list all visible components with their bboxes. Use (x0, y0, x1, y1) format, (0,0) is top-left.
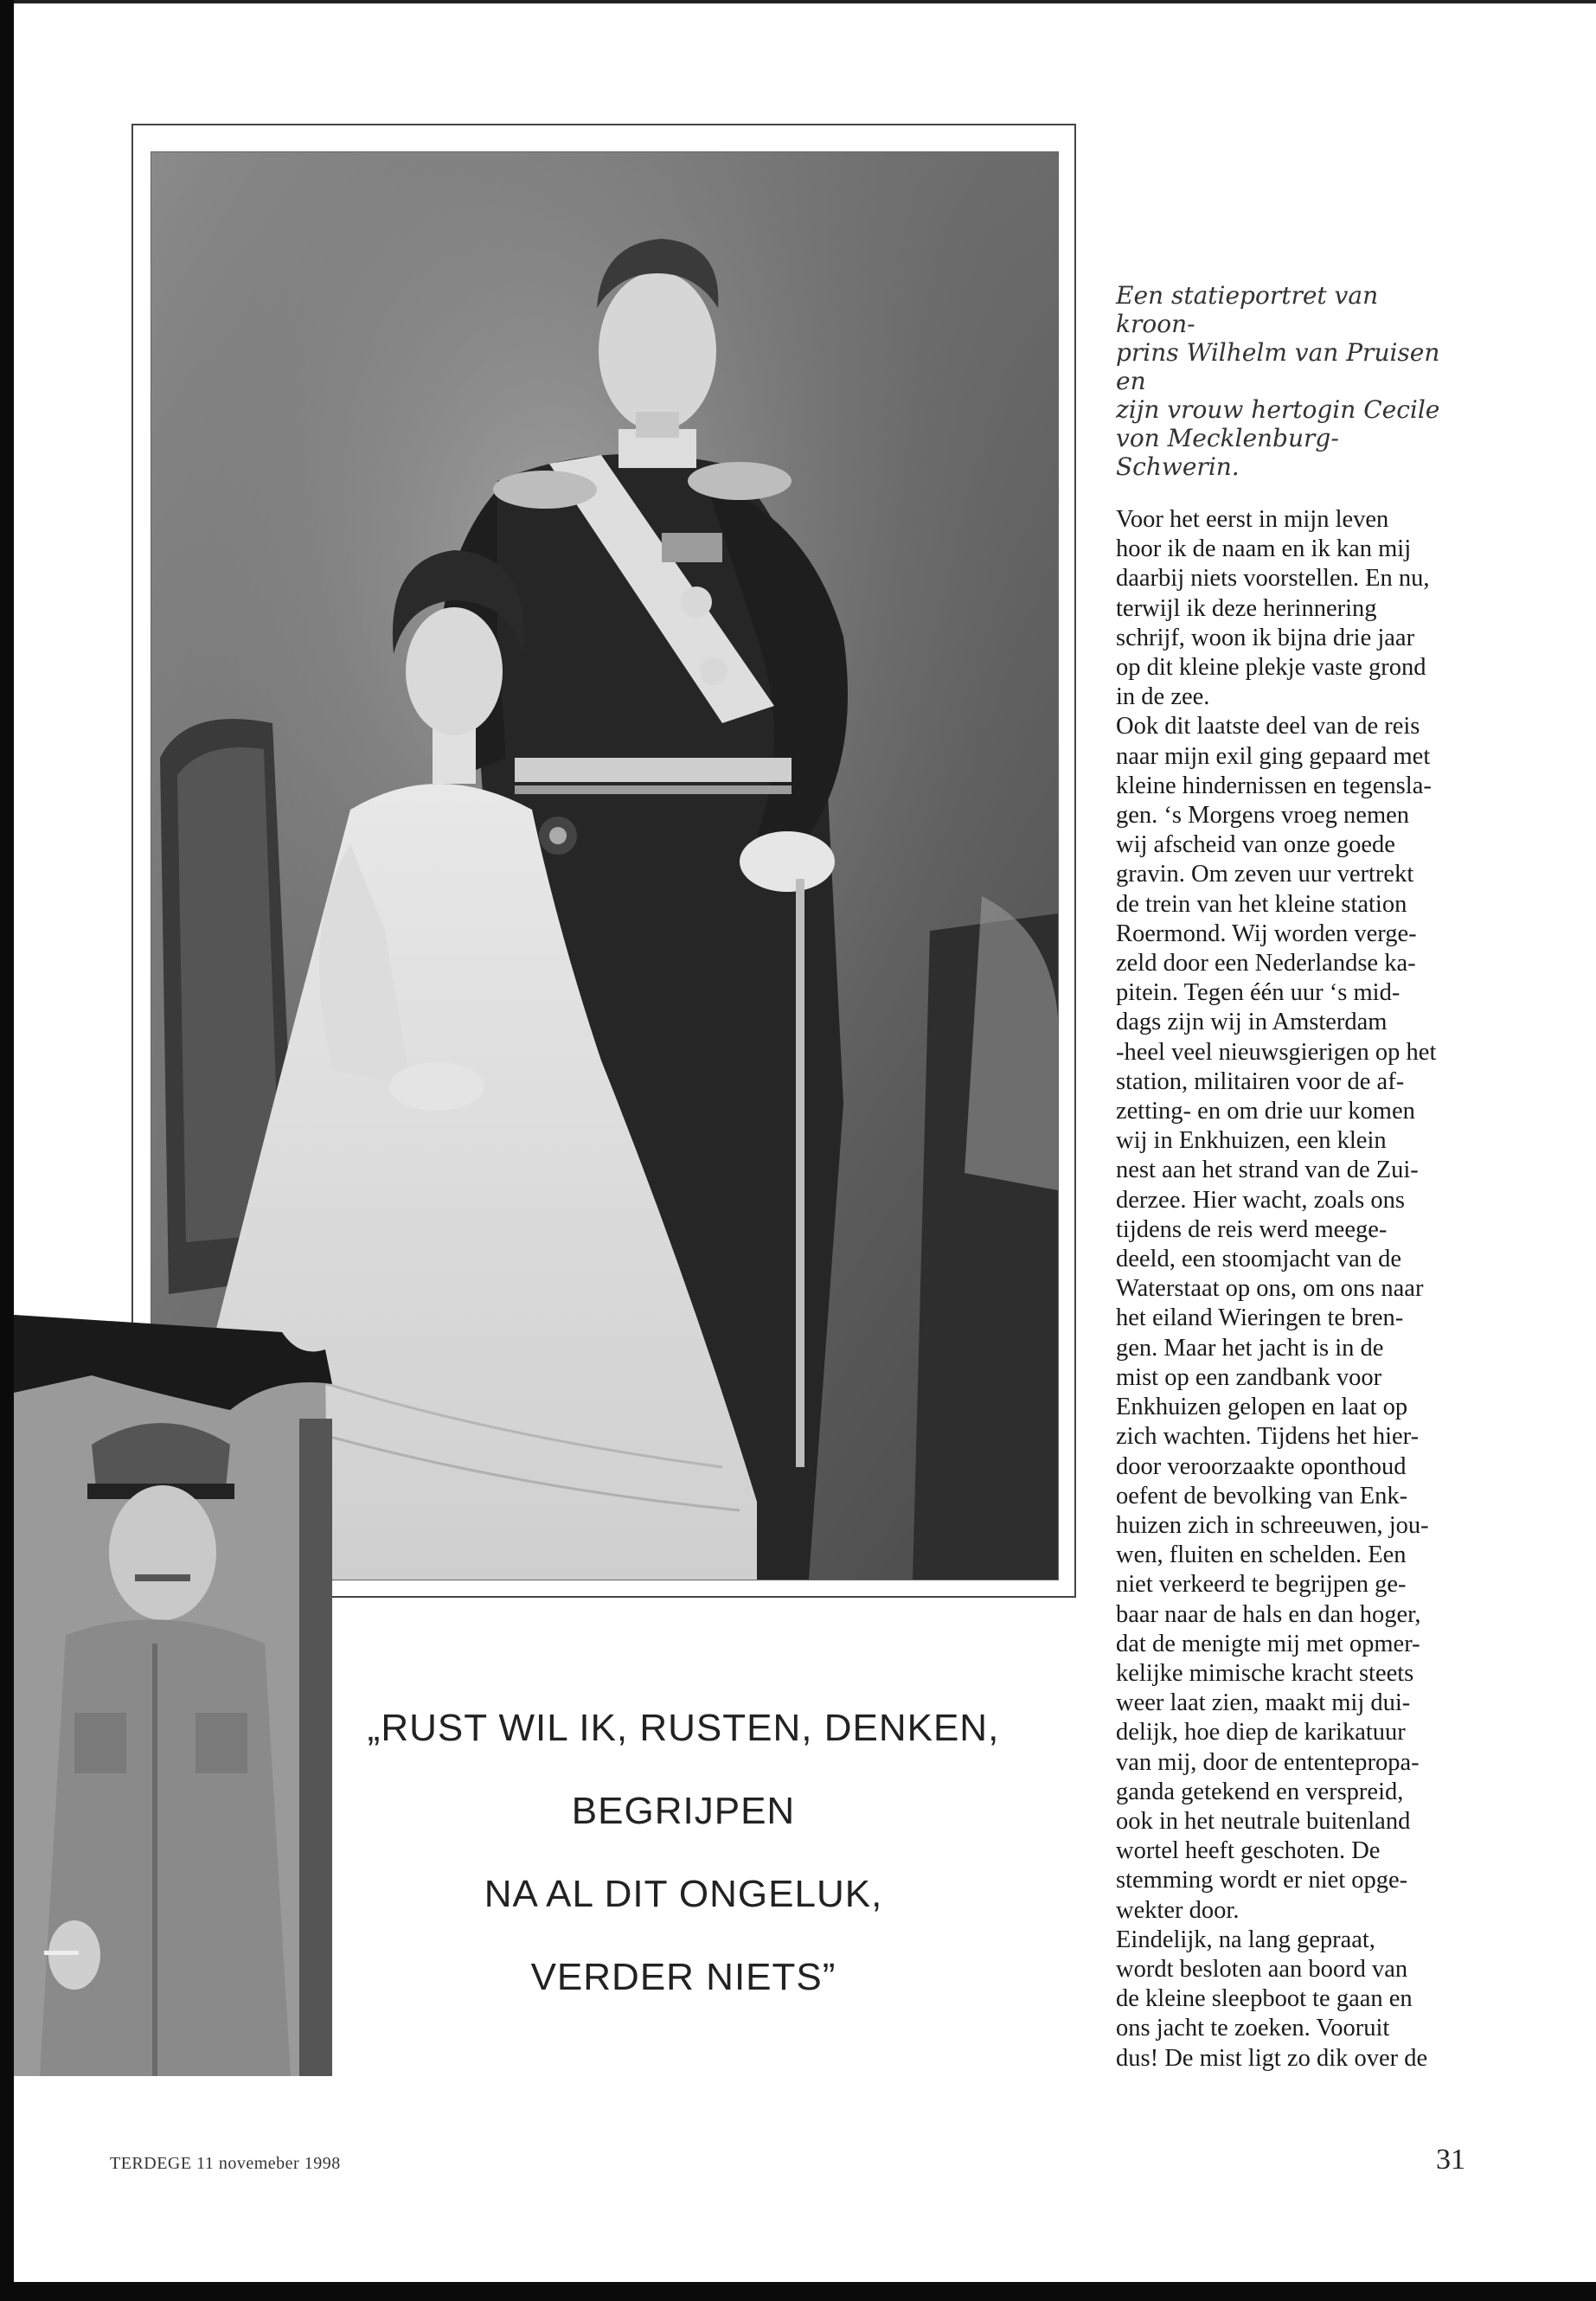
article-line: dat de menigte mij met opmer- (1116, 1630, 1420, 1657)
page-number: 31 (1436, 2144, 1465, 2176)
article-line: daarbij niets voorstellen. En nu, (1116, 565, 1430, 593)
article-line: wen, fluiten en schelden. Een (1116, 1541, 1407, 1569)
article-line: -heel veel nieuwsgierigen op het (1116, 1038, 1437, 1066)
article-line: wortel heeft geschoten. De (1116, 1837, 1381, 1865)
caption-line: Een statieportret van kroon- (1116, 281, 1379, 338)
article-line: ons jacht te zoeken. Vooruit (1116, 2015, 1390, 2042)
article-line: schrijf, woon ik bijna drie jaar (1116, 624, 1415, 651)
pull-quote-line: BEGRIJPEN (571, 1790, 796, 1832)
page-edge-bottom (0, 2282, 1596, 2301)
article-line: gen. ‘s Morgens vroeg nemen (1116, 802, 1410, 830)
article-line: Ook dit laatste deel van de reis (1116, 713, 1420, 740)
article-line: oefent de bevolking van Enk- (1116, 1482, 1408, 1509)
article-line: hoor ik de naam en ik kan mij (1116, 535, 1412, 563)
article-line: op dit kleine plekje vaste grond (1116, 654, 1426, 682)
article-line: de trein van het kleine station (1116, 890, 1407, 918)
article-line: weer laat zien, maakt mij dui- (1116, 1689, 1411, 1717)
page-edge-left (0, 0, 14, 2301)
caption-line: zijn vrouw hertogin Cecile (1116, 395, 1440, 424)
article-line: terwijl ik deze herinnering (1116, 594, 1377, 622)
article-line: wij afscheid van onze goede (1116, 831, 1395, 859)
article-line: kelijke mimische kracht steets (1116, 1659, 1414, 1687)
pull-quote-line: NA AL DIT ONGELUK, (484, 1873, 883, 1915)
article-line: Eindelijk, na lang gepraat, (1116, 1926, 1375, 1953)
article-line: door veroorzaakte oponthoud (1116, 1452, 1407, 1480)
article-line: Enkhuizen gelopen en laat op (1116, 1394, 1408, 1421)
article-line: wij in Enkhuizen, een klein (1116, 1127, 1387, 1155)
pull-quote-line: „RUST WIL IK, RUSTEN, DENKEN, (367, 1707, 1000, 1749)
article-line: gen. Maar het jacht is in de (1116, 1334, 1384, 1362)
article-line: dus! De mist ligt zo dik over de (1116, 2044, 1428, 2072)
pull-quote (346, 1687, 1021, 2019)
article-line: pitein. Tegen één uur ‘s mid- (1116, 979, 1401, 1007)
article-line: zetting- en om drie uur komen (1116, 1098, 1415, 1125)
caption-line: prins Wilhelm van Pruisen en (1116, 338, 1440, 395)
article-line: zich wachten. Tijdens het hier- (1116, 1423, 1420, 1451)
article-line: stemming wordt er niet opge- (1116, 1867, 1408, 1894)
article-line: naar mijn exil ging gepaard met (1116, 742, 1431, 770)
article-line: derzee. Hier wacht, zoals ons (1116, 1186, 1405, 1214)
article-line: Roermond. Wij worden verge- (1116, 920, 1417, 947)
article-line: gravin. Om zeven uur vertrekt (1116, 861, 1414, 888)
page-edge-top (14, 0, 1596, 3)
inset-photo (14, 1315, 332, 2076)
article-line: de kleine sleepboot te gaan en (1116, 1985, 1413, 2013)
article-line: deeld, een stoomjacht van de (1116, 1246, 1402, 1273)
article-line: station, militairen voor de af- (1116, 1067, 1405, 1095)
inset-illustration (14, 1315, 332, 2076)
article-line: Voor het eerst in mijn leven (1116, 506, 1389, 533)
article-line: niet verkeerd te begrijpen ge- (1116, 1571, 1407, 1599)
article-line: delijk, hoe diep de karikatuur (1116, 1719, 1406, 1747)
article-line: tijdens de reis werd meege- (1116, 1215, 1388, 1243)
article-line: ganda getekend en verspreid, (1116, 1778, 1404, 1805)
article-line: dags zijn wij in Amsterdam (1116, 1009, 1388, 1036)
article-line: van mij, door de ententepropa- (1116, 1748, 1420, 1776)
article-line: baar naar de hals en dan hoger, (1116, 1600, 1421, 1628)
publication-footer: TERDEGE 11 novemeber 1998 (110, 2154, 341, 2173)
photo-caption (1116, 281, 1462, 481)
article-line: nest aan het strand van de Zui- (1116, 1157, 1419, 1184)
article-body (1116, 505, 1484, 2073)
article-line: mist op een zandbank voor (1116, 1363, 1382, 1391)
article-line: wekter door. (1116, 1896, 1240, 1924)
article-line: ook in het neutrale buitenland (1116, 1807, 1411, 1835)
article-line: huizen zich in schreeuwen, jou- (1116, 1511, 1429, 1539)
caption-line: von Mecklenburg-Schwerin. (1116, 424, 1339, 481)
article-line: het eiland Wieringen te bren- (1116, 1304, 1404, 1332)
article-line: wordt besloten aan boord van (1116, 1955, 1408, 1983)
pull-quote-line: VERDER NIETS” (530, 1956, 836, 1998)
article-line: in de zee. (1116, 683, 1210, 711)
article-line: Waterstaat op ons, om ons naar (1116, 1275, 1424, 1303)
article-line: zeld door een Nederlandse ka- (1116, 950, 1416, 977)
article-line: kleine hindernissen en tegensla- (1116, 772, 1432, 799)
